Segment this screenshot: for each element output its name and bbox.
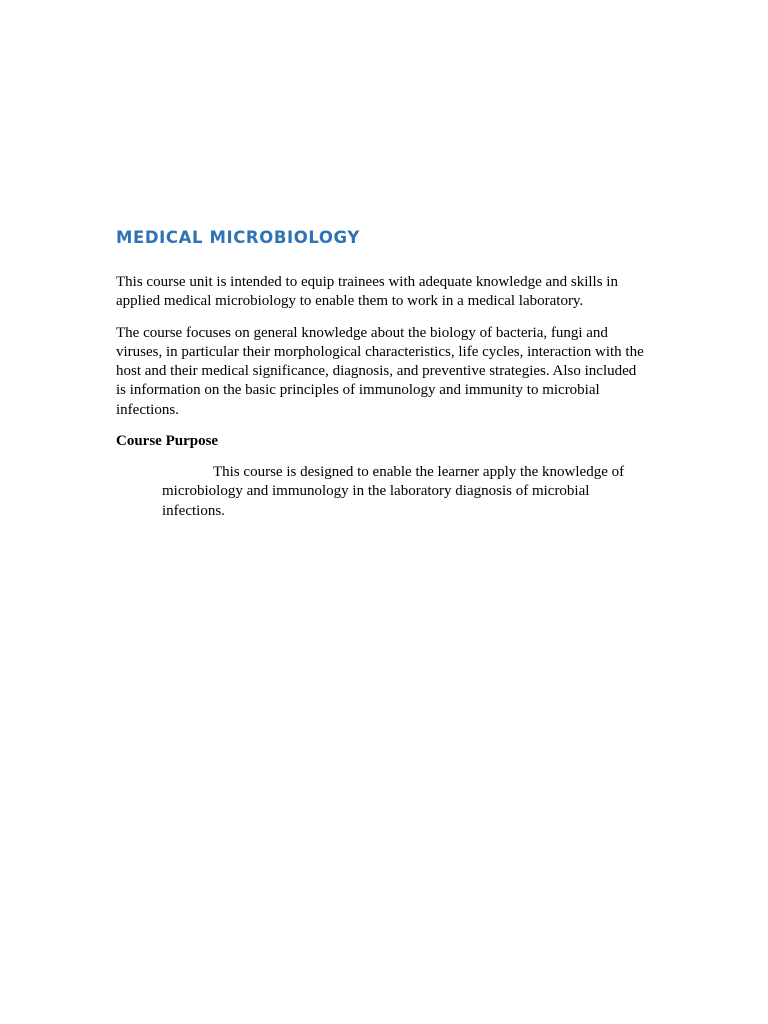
course-purpose-text: This course is designed to enable the learner apply the knowledge of microbiology and immunology in the laboratory diagnosis of microbial infections.	[162, 464, 625, 519]
document-title: MEDICAL MICROBIOLOGY	[116, 228, 360, 247]
document-content	[116, 228, 646, 521]
intro-paragraph: This course unit is intended to equip trainees with adequate knowledge and skills in applied medical microbiology to enable them to work in a medical laboratory.	[116, 274, 618, 310]
course-purpose-heading: Course Purpose	[116, 433, 219, 450]
course-focus-paragraph: The course focuses on general knowledge about the biology of bacteria, fungi and viruses, in particular their morphological characteristics, life cycles, interaction with the host and their medical significance, diagnosis, and preventive strategies. Also included is information on the basic principles of immunology and immunity to microbial infections.	[116, 324, 644, 418]
